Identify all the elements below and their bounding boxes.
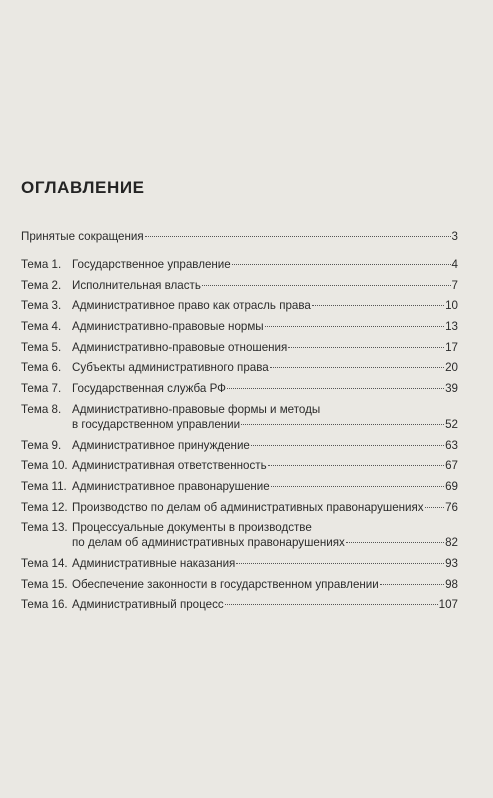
toc-entry-number: Тема 14.: [21, 556, 68, 570]
toc-entry-body: [72, 500, 458, 515]
toc-entry-title: Административное принуждение: [72, 438, 250, 452]
toc-entry-line: [72, 535, 458, 550]
toc-entry[interactable]: [21, 298, 458, 313]
toc-entry-title: Административно-правовые отношения: [72, 340, 288, 354]
toc-entry[interactable]: [21, 520, 458, 550]
toc-entry-title: Обеспечение законности в государственном управлении: [72, 577, 379, 591]
toc-entry-line: [72, 438, 458, 453]
toc-entry-body: [72, 520, 458, 550]
toc-entry-line: [72, 500, 458, 515]
toc-entry-title: Субъекты административного права: [72, 361, 269, 375]
toc-entry-line: [72, 597, 458, 612]
toc-entry-page: 67: [445, 459, 458, 473]
toc-entry-title: Административно-правовые нормы: [72, 320, 264, 334]
toc-entry-line: [72, 257, 458, 272]
toc-entry-body: [72, 360, 458, 375]
toc-entry-title: Государственное управление: [72, 258, 231, 271]
dot-leader: [270, 367, 444, 368]
dot-leader: [225, 604, 438, 605]
toc-entry-number: Тема 13.: [21, 521, 68, 535]
toc-entry-number: Тема 11.: [21, 479, 67, 493]
toc-entry-body: [72, 597, 458, 612]
toc-entry[interactable]: [21, 479, 458, 494]
dot-leader: [241, 424, 444, 425]
toc-entry-page: 4: [451, 258, 458, 271]
toc-entry-number: Тема 10.: [21, 459, 68, 473]
dot-leader: [312, 305, 444, 306]
dot-leader: [380, 584, 444, 585]
toc-entry-line: [72, 278, 458, 293]
toc-entry-abbreviations[interactable]: [21, 229, 458, 244]
toc-entry-page: 20: [445, 361, 458, 375]
toc-entry[interactable]: [21, 458, 458, 473]
toc-entry-page: 39: [445, 382, 458, 396]
table-of-contents: [21, 229, 458, 618]
dot-leader: [227, 388, 444, 389]
toc-entry-number: Тема 6.: [21, 361, 62, 375]
toc-entry-title: Производство по делам об административных правонарушениях: [72, 500, 424, 514]
toc-entry[interactable]: [21, 402, 458, 432]
toc-entry-number: Тема 5.: [21, 340, 62, 354]
toc-entry-line: [72, 458, 458, 473]
toc-entry-page: 76: [445, 500, 458, 514]
toc-entry-body: [72, 556, 458, 571]
toc-entry-page: 3: [451, 230, 458, 243]
toc-entry-page: 98: [445, 577, 458, 591]
toc-entry-title: Административный процесс: [72, 598, 224, 612]
toc-entry[interactable]: [21, 278, 458, 293]
toc-entry[interactable]: [21, 500, 458, 515]
dot-leader: [251, 445, 444, 446]
toc-entry-body: [72, 381, 458, 396]
toc-entry-number: Тема 3.: [21, 299, 62, 313]
toc-entry-title: Принятые сокращения: [21, 230, 144, 243]
toc-entry-page: 52: [445, 417, 458, 431]
toc-entry-body: [72, 438, 458, 453]
toc-entry[interactable]: [21, 319, 458, 334]
toc-entry-line: [21, 229, 458, 244]
toc-entry-body: [72, 577, 458, 592]
toc-entry-title: Государственная служба РФ: [72, 382, 226, 396]
toc-entry-body: [72, 278, 458, 293]
dot-leader: [265, 326, 444, 327]
toc-entry[interactable]: [21, 577, 458, 592]
toc-entry[interactable]: [21, 381, 458, 396]
toc-heading: ОГЛАВЛЕНИЕ: [21, 178, 145, 197]
toc-entry-line: [72, 319, 458, 334]
dot-leader: [268, 465, 444, 466]
toc-entry-line: [72, 340, 458, 355]
toc-entry-line: [72, 381, 458, 396]
toc-entry-line: [72, 479, 458, 494]
dot-leader: [271, 486, 444, 487]
toc-entry-line: [72, 417, 458, 432]
dot-leader: [202, 285, 451, 286]
toc-entry-number: Тема 4.: [21, 320, 62, 334]
toc-entry-title-line: Административно-правовые формы и методы: [72, 402, 321, 416]
dot-leader: [236, 563, 444, 564]
toc-entry-page: 17: [445, 340, 458, 354]
toc-entry-body: [72, 319, 458, 334]
toc-entry-number: Тема 8.: [21, 402, 62, 416]
toc-entry-page: 69: [445, 479, 458, 493]
toc-entry-body: [72, 257, 458, 272]
toc-entry-number: Тема 9.: [21, 438, 62, 452]
toc-entry[interactable]: [21, 360, 458, 375]
toc-entry[interactable]: [21, 556, 458, 571]
toc-entry-number: Тема 12.: [21, 500, 68, 514]
toc-entry-body: [21, 229, 458, 244]
toc-entry-title: Административное правонарушение: [72, 479, 270, 493]
toc-entry-number: Тема 15.: [21, 577, 68, 591]
dot-leader: [425, 507, 444, 508]
toc-entry-title: Административное право как отрасль права: [72, 299, 311, 313]
dot-leader: [346, 542, 444, 543]
toc-entry[interactable]: [21, 340, 458, 355]
toc-entry-title: Административные наказания: [72, 556, 236, 570]
dot-leader: [288, 347, 444, 348]
toc-entry-body: [72, 340, 458, 355]
toc-entry-page: 63: [445, 438, 458, 452]
toc-entry[interactable]: [21, 257, 458, 272]
toc-entry-body: [72, 458, 458, 473]
toc-entry-body: [72, 402, 458, 432]
toc-entry-title: Административная ответственность: [72, 459, 267, 473]
toc-entry-title: по делам об административных правонарушениях: [72, 536, 345, 550]
toc-entry-page: 82: [445, 536, 458, 550]
toc-entry-number: Тема 7.: [21, 382, 62, 396]
toc-entry[interactable]: [21, 438, 458, 453]
toc-entry-page: 13: [445, 320, 458, 334]
dot-leader: [145, 236, 451, 237]
toc-entry-number: Тема 1.: [21, 258, 62, 271]
toc-entry-title-line: Процессуальные документы в производстве: [72, 521, 312, 535]
toc-entry-page: 93: [445, 556, 458, 570]
toc-entry-line: [72, 577, 458, 592]
dot-leader: [232, 264, 451, 265]
toc-entry-line: [72, 556, 458, 571]
toc-entry-title: Исполнительная власть: [72, 278, 201, 292]
toc-entry-title: в государственном управлении: [72, 417, 241, 431]
toc-entry-page: 107: [438, 598, 458, 612]
toc-entry-number: Тема 2.: [21, 278, 62, 292]
toc-entry-page: 10: [445, 299, 458, 313]
toc-entry-body: [72, 298, 458, 313]
toc-entry-line: [72, 360, 458, 375]
toc-entry-body: [72, 479, 458, 494]
toc-entry-line: [72, 298, 458, 313]
toc-entry[interactable]: [21, 597, 458, 612]
toc-entry-page: 7: [451, 278, 458, 292]
toc-entry-number: Тема 16.: [21, 598, 68, 612]
